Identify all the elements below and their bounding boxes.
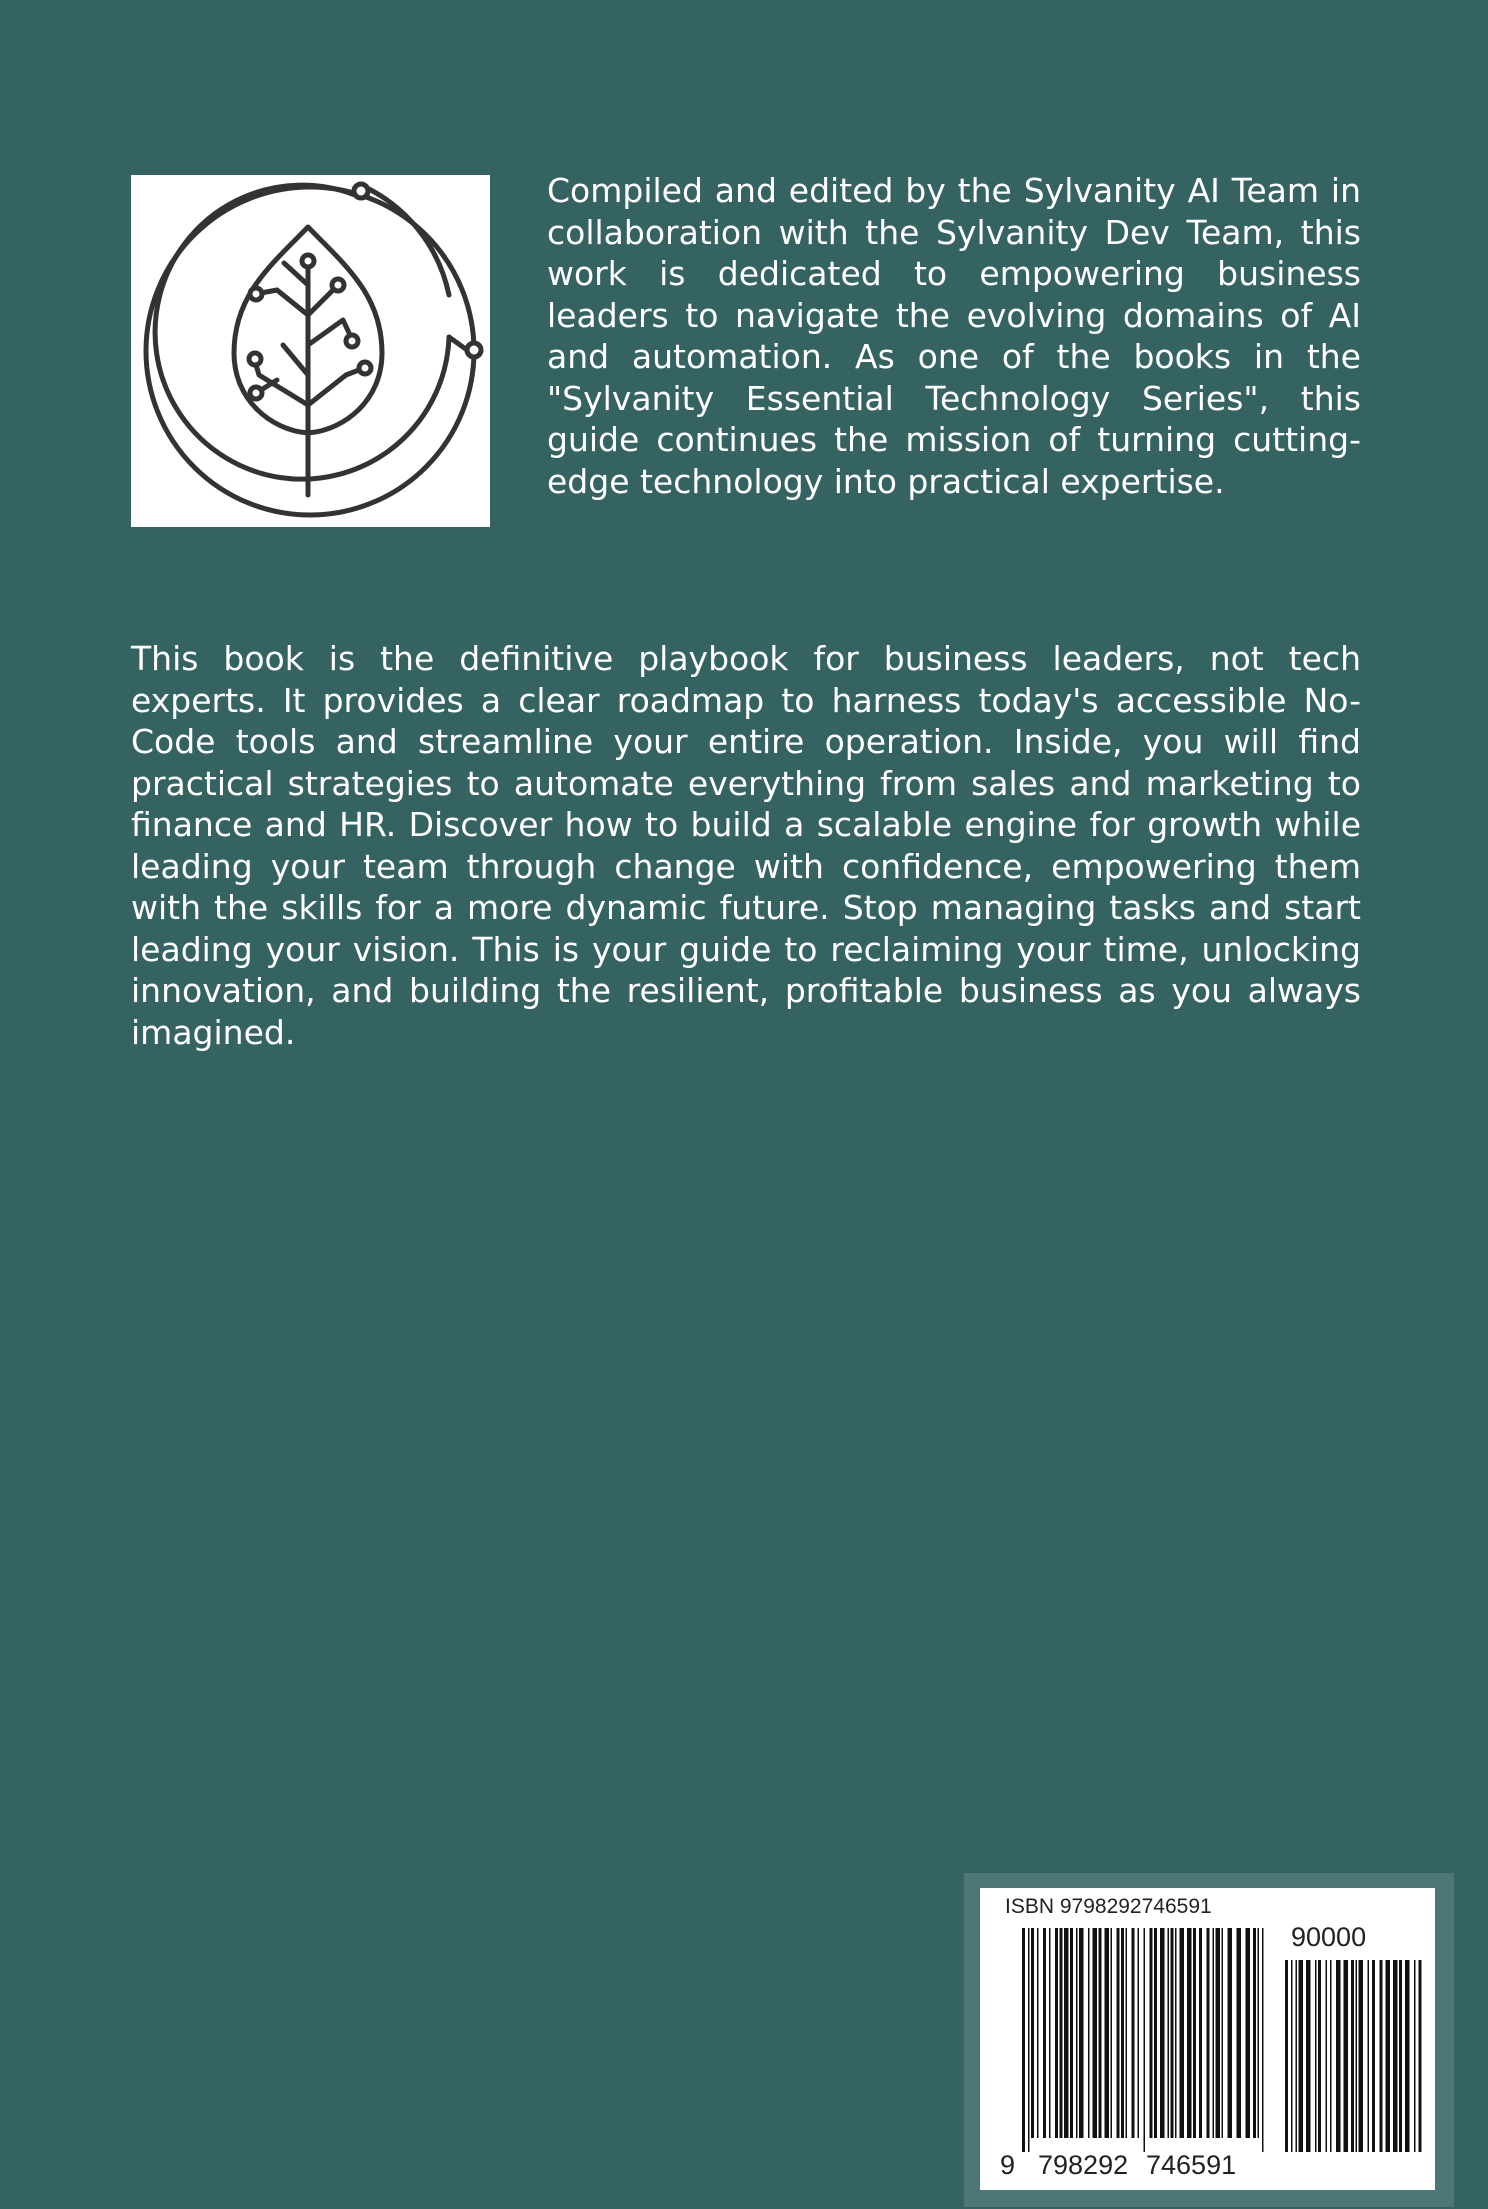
barcode-bar bbox=[1180, 1928, 1185, 2138]
barcode-bar bbox=[1093, 1928, 1098, 2138]
barcode-bar bbox=[1117, 1928, 1120, 2138]
barcode-bar bbox=[1380, 1960, 1383, 2152]
barcode-bar bbox=[1126, 1928, 1128, 2138]
barcode-bar bbox=[1351, 1960, 1354, 2152]
barcode-bar bbox=[1043, 1928, 1046, 2138]
barcode-bar bbox=[1414, 1960, 1416, 2152]
barcode-bar bbox=[1150, 1928, 1153, 2138]
barcode-bar bbox=[1132, 1928, 1135, 2138]
barcode-bar bbox=[1372, 1960, 1375, 2152]
barcode-bar bbox=[1359, 1960, 1364, 2152]
barcode-bar bbox=[1193, 1928, 1196, 2138]
main-barcode-bars bbox=[1022, 1928, 1264, 2152]
barcode-bar bbox=[1222, 1928, 1224, 2138]
barcode-bar bbox=[1088, 1928, 1090, 2138]
barcode-bar bbox=[1336, 1960, 1341, 2152]
barcode-bar bbox=[1326, 1960, 1328, 2152]
barcode-bar bbox=[1160, 1928, 1165, 2138]
barcode-bar bbox=[1055, 1928, 1058, 2138]
barcode-bar bbox=[1344, 1960, 1349, 2152]
barcode-digit-lead: 9 bbox=[1000, 2150, 1016, 2180]
barcode-bar bbox=[1154, 1928, 1157, 2138]
publisher-logo bbox=[131, 175, 490, 527]
barcode-bar bbox=[1399, 1960, 1402, 2152]
barcode-bar bbox=[1315, 1960, 1317, 2152]
barcode-bar bbox=[1306, 1960, 1311, 2152]
barcode-bar bbox=[1138, 1928, 1140, 2138]
barcode-bar bbox=[1285, 1960, 1288, 2152]
barcode-bar bbox=[1253, 1928, 1256, 2138]
barcode-bar bbox=[1393, 1960, 1398, 2152]
barcode-bar bbox=[1216, 1928, 1221, 2138]
barcode-bar bbox=[1419, 1960, 1422, 2152]
barcode-bar bbox=[1386, 1960, 1391, 2152]
isbn-label: ISBN 9798292746591 bbox=[1005, 1895, 1212, 1918]
barcode-bar bbox=[1187, 1928, 1192, 2138]
barcode-bar bbox=[1175, 1928, 1177, 2138]
barcode-bar bbox=[1262, 1928, 1264, 2152]
isbn-barcode bbox=[980, 1888, 1435, 2190]
barcode-bar bbox=[1037, 1928, 1039, 2138]
intro-paragraph: Compiled and edited by the Sylvanity AI Team in collaboration with the Sylvanity Dev Team, this work is dedicated to empowering business leaders to navigate the evolving domains of AI and automation. As one of the books in the "Sylvanity Essential Technology Series", this guide continues the mission of turning cutting-edge technology into practical expertise. bbox=[547, 171, 1361, 501]
barcode-bar bbox=[1171, 1928, 1174, 2138]
barcode-bar bbox=[1299, 1960, 1304, 2152]
barcode-bar bbox=[1099, 1928, 1102, 2138]
barcode-bar bbox=[1144, 1928, 1146, 2152]
barcode-bar bbox=[1318, 1960, 1321, 2152]
tree-leaf-circuit-icon bbox=[131, 175, 490, 527]
barcode-bar bbox=[1246, 1928, 1251, 2138]
barcode-bar bbox=[1213, 1928, 1215, 2138]
barcode-bar bbox=[1405, 1960, 1410, 2152]
barcode-bar bbox=[1296, 1960, 1298, 2152]
barcode-bar bbox=[1121, 1928, 1124, 2138]
barcode-bar bbox=[1070, 1928, 1073, 2138]
barcode-bar bbox=[1237, 1928, 1242, 2138]
barcode-bar bbox=[1111, 1928, 1113, 2138]
barcode-bar bbox=[1076, 1928, 1078, 2138]
barcode-bar bbox=[1168, 1928, 1170, 2138]
barcode-digit-group-1: 798292 bbox=[1038, 2150, 1129, 2180]
barcode-bar bbox=[1028, 1928, 1030, 2152]
barcode-bar bbox=[1291, 1960, 1293, 2152]
barcode-bar bbox=[1064, 1928, 1069, 2138]
barcode-bar bbox=[1330, 1960, 1332, 2152]
book-description: This book is the definitive playbook for business leaders, not tech experts. It provides a clear roadmap to harness today's accessible No-Code tools and streamline your entire operation. Inside, you will find practical strategies to automate everything from sales and marketing to finance and HR. Discover how to build a scalable engine for growth while leading your team through change with confidence, empowering them with the skills for a more dynamic future. Stop managing tasks and start leading your vision. This is your guide to reclaiming your time, unlocking innovation, and building the resilient, profitable business as you always imagined. bbox=[131, 639, 1361, 1052]
barcode-bar bbox=[1060, 1928, 1063, 2138]
barcode-bar bbox=[1022, 1928, 1025, 2152]
barcode-bar bbox=[1105, 1928, 1110, 2138]
addon-barcode-bars bbox=[1285, 1960, 1422, 2152]
barcode-bar bbox=[1228, 1928, 1233, 2138]
barcode-bar bbox=[1031, 1928, 1034, 2138]
barcode-digit-group-2: 746591 bbox=[1146, 2150, 1237, 2180]
barcode-bar bbox=[1049, 1928, 1051, 2138]
price-code: 90000 bbox=[1291, 1922, 1367, 1952]
barcode-bar bbox=[1258, 1928, 1260, 2138]
barcode-bar bbox=[1207, 1928, 1210, 2138]
barcode-bar bbox=[1368, 1960, 1370, 2152]
barcode-bar bbox=[1079, 1928, 1084, 2138]
barcode-bar bbox=[1356, 1960, 1358, 2152]
barcode-bar bbox=[1199, 1928, 1202, 2138]
